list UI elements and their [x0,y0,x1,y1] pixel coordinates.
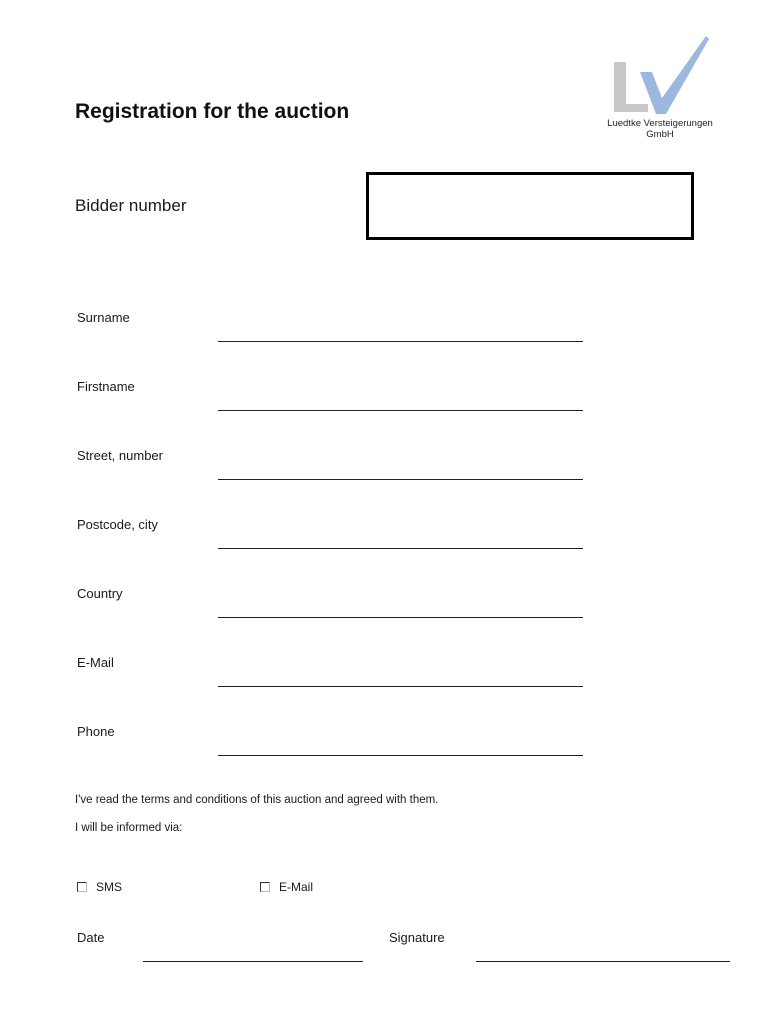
page-title: Registration for the auction [75,100,350,123]
bidder-number-field[interactable] [366,172,694,240]
logo-caption-line1: Luedtke Versteigerungen [607,118,713,129]
email-checkbox[interactable] [260,882,270,892]
country-field[interactable] [218,617,583,618]
date-field[interactable] [143,961,363,962]
surname-field[interactable] [218,341,583,342]
phone-field[interactable] [218,755,583,756]
postcode-city-field[interactable] [218,548,583,549]
company-logo [600,34,720,144]
email-field[interactable] [218,686,583,687]
terms-statement: I've read the terms and conditions of this auction and agreed with them. [75,794,439,806]
bidder-number-label: Bidder number [75,196,187,215]
street-number-label: Street, number [77,448,163,463]
firstname-label: Firstname [77,379,135,394]
signature-label: Signature [389,930,445,945]
email-option-label: E-Mail [279,880,314,894]
phone-label: Phone [77,724,115,739]
informed-via-label: I will be informed via: [75,822,183,834]
sms-checkbox[interactable] [77,882,87,892]
firstname-field[interactable] [218,410,583,411]
lv-logo-icon [600,34,720,116]
logo-caption-line2: GmbH [646,129,674,140]
date-label: Date [77,930,105,945]
sms-label: SMS [96,880,123,894]
option-sms[interactable] [77,880,122,894]
street-number-field[interactable] [218,479,583,480]
signature-field[interactable] [476,961,730,962]
postcode-city-label: Postcode, city [77,517,158,532]
country-label: Country [77,586,123,601]
surname-label: Surname [77,310,130,325]
option-email[interactable] [260,880,313,894]
email-label: E-Mail [77,655,114,670]
